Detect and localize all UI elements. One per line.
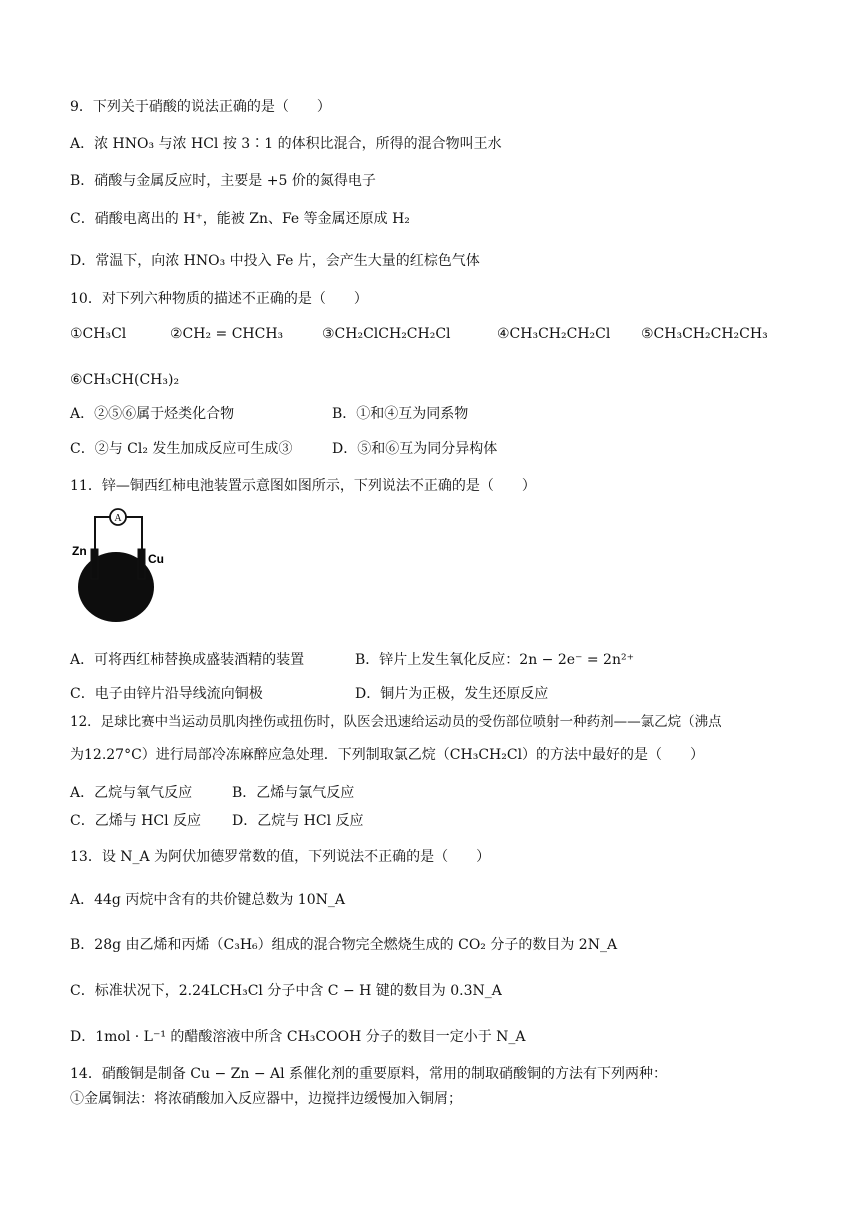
q13-stem: 13．设 N_A 为阿伏加德罗常数的值，下列说法不正确的是（ ） bbox=[70, 849, 491, 865]
cu-label: Cu bbox=[148, 552, 164, 566]
q11-stem: 11．锌—铜西红柿电池装置示意图如图所示，下列说法不正确的是（ ） bbox=[70, 478, 536, 494]
q10-substance-1: ①CH₃Cl bbox=[70, 326, 127, 342]
q14-method-1: ①金属铜法：将浓硝酸加入反应器中，边搅拌边缓慢加入铜屑； bbox=[70, 1091, 462, 1107]
q12-option-b: B．乙烯与氯气反应 bbox=[232, 785, 355, 801]
tomato-battery-figure bbox=[70, 505, 165, 625]
left-wire bbox=[95, 517, 110, 553]
q11-option-a: A．可将西红柿替换成盛装酒精的装置 bbox=[70, 652, 305, 668]
q13-option-b: B．28g 由乙烯和丙烯（C₃H₆）组成的混合物完全燃烧生成的 CO₂ 分子的数目为 2N_A bbox=[70, 937, 618, 953]
q12-option-d: D．乙烷与 HCl 反应 bbox=[232, 813, 364, 829]
q10-substance-6: ⑥CH₃CH(CH₃)₂ bbox=[70, 372, 180, 388]
q10-option-c: C．②与 Cl₂ 发生加成反应可生成③ bbox=[70, 441, 293, 457]
copper-electrode bbox=[138, 549, 145, 579]
q11-option-b: B．锌片上发生氧化反应：2n − 2e⁻ = 2n²⁺ bbox=[355, 652, 634, 668]
q10-substance-3: ③CH₂ClCH₂CH₂Cl bbox=[322, 326, 451, 342]
q9-option-c: C．硝酸电离出的 H⁺，能被 Zn、Fe 等金属还原成 H₂ bbox=[70, 211, 410, 227]
q9-option-b: B．硝酸与金属反应时，主要是 +5 价的氮得电子 bbox=[70, 173, 376, 189]
q12-option-c: C．乙烯与 HCl 反应 bbox=[70, 813, 202, 829]
q10-option-d: D．⑤和⑥互为同分异构体 bbox=[332, 441, 498, 457]
q11-option-d: D．铜片为正极，发生还原反应 bbox=[355, 686, 549, 702]
q10-option-b: B．①和④互为同系物 bbox=[332, 406, 469, 422]
q10-substance-5: ⑤CH₃CH₂CH₂CH₃ bbox=[641, 326, 768, 342]
ammeter-label: A bbox=[114, 513, 122, 524]
q12-stem-line2: 为12.27°C）进行局部冷冻麻醉应急处理．下列制取氯乙烷（CH₃CH₂Cl）的方法中最好的是（ ） bbox=[70, 747, 705, 763]
right-wire bbox=[126, 517, 142, 553]
q14-stem: 14．硝酸铜是制备 Cu − Zn − Al 系催化剂的重要原料，常用的制取硝酸铜的方法有下列两种： bbox=[70, 1066, 668, 1082]
zinc-electrode bbox=[91, 549, 98, 579]
q10-substance-4: ④CH₃CH₂CH₂Cl bbox=[497, 326, 611, 342]
q13-option-d: D．1mol · L⁻¹ 的醋酸溶液中所含 CH₃COOH 分子的数目一定小于 N_A bbox=[70, 1029, 526, 1045]
q10-stem: 10．对下列六种物质的描述不正确的是（ ） bbox=[70, 291, 368, 307]
zn-label: Zn bbox=[72, 544, 87, 558]
q9-stem: 9．下列关于硝酸的说法正确的是（ ） bbox=[70, 99, 331, 115]
q12-stem-line1: 12．足球比赛中当运动员肌肉挫伤或扭伤时，队医会迅速给运动员的受伤部位喷射一种药剂——氯乙烷（沸点 bbox=[70, 714, 722, 730]
q10-option-a: A．②⑤⑥属于烃类化合物 bbox=[70, 406, 235, 422]
q9-option-a: A．浓 HNO₃ 与浓 HCl 按 3∶1 的体积比混合，所得的混合物叫王水 bbox=[70, 136, 502, 152]
q10-substance-2: ②CH₂ = CHCH₃ bbox=[170, 326, 284, 342]
q13-option-c: C．标准状况下，2.24LCH₃Cl 分子中含 C − H 键的数目为 0.3N_A bbox=[70, 983, 502, 999]
q9-option-d: D．常温下，向浓 HNO₃ 中投入 Fe 片，会产生大量的红棕色气体 bbox=[70, 253, 480, 269]
q11-option-c: C．电子由锌片沿导线流向铜极 bbox=[70, 686, 263, 702]
q13-option-a: A．44g 丙烷中含有的共价键总数为 10N_A bbox=[70, 892, 345, 908]
q12-option-a: A．乙烷与氧气反应 bbox=[70, 785, 193, 801]
